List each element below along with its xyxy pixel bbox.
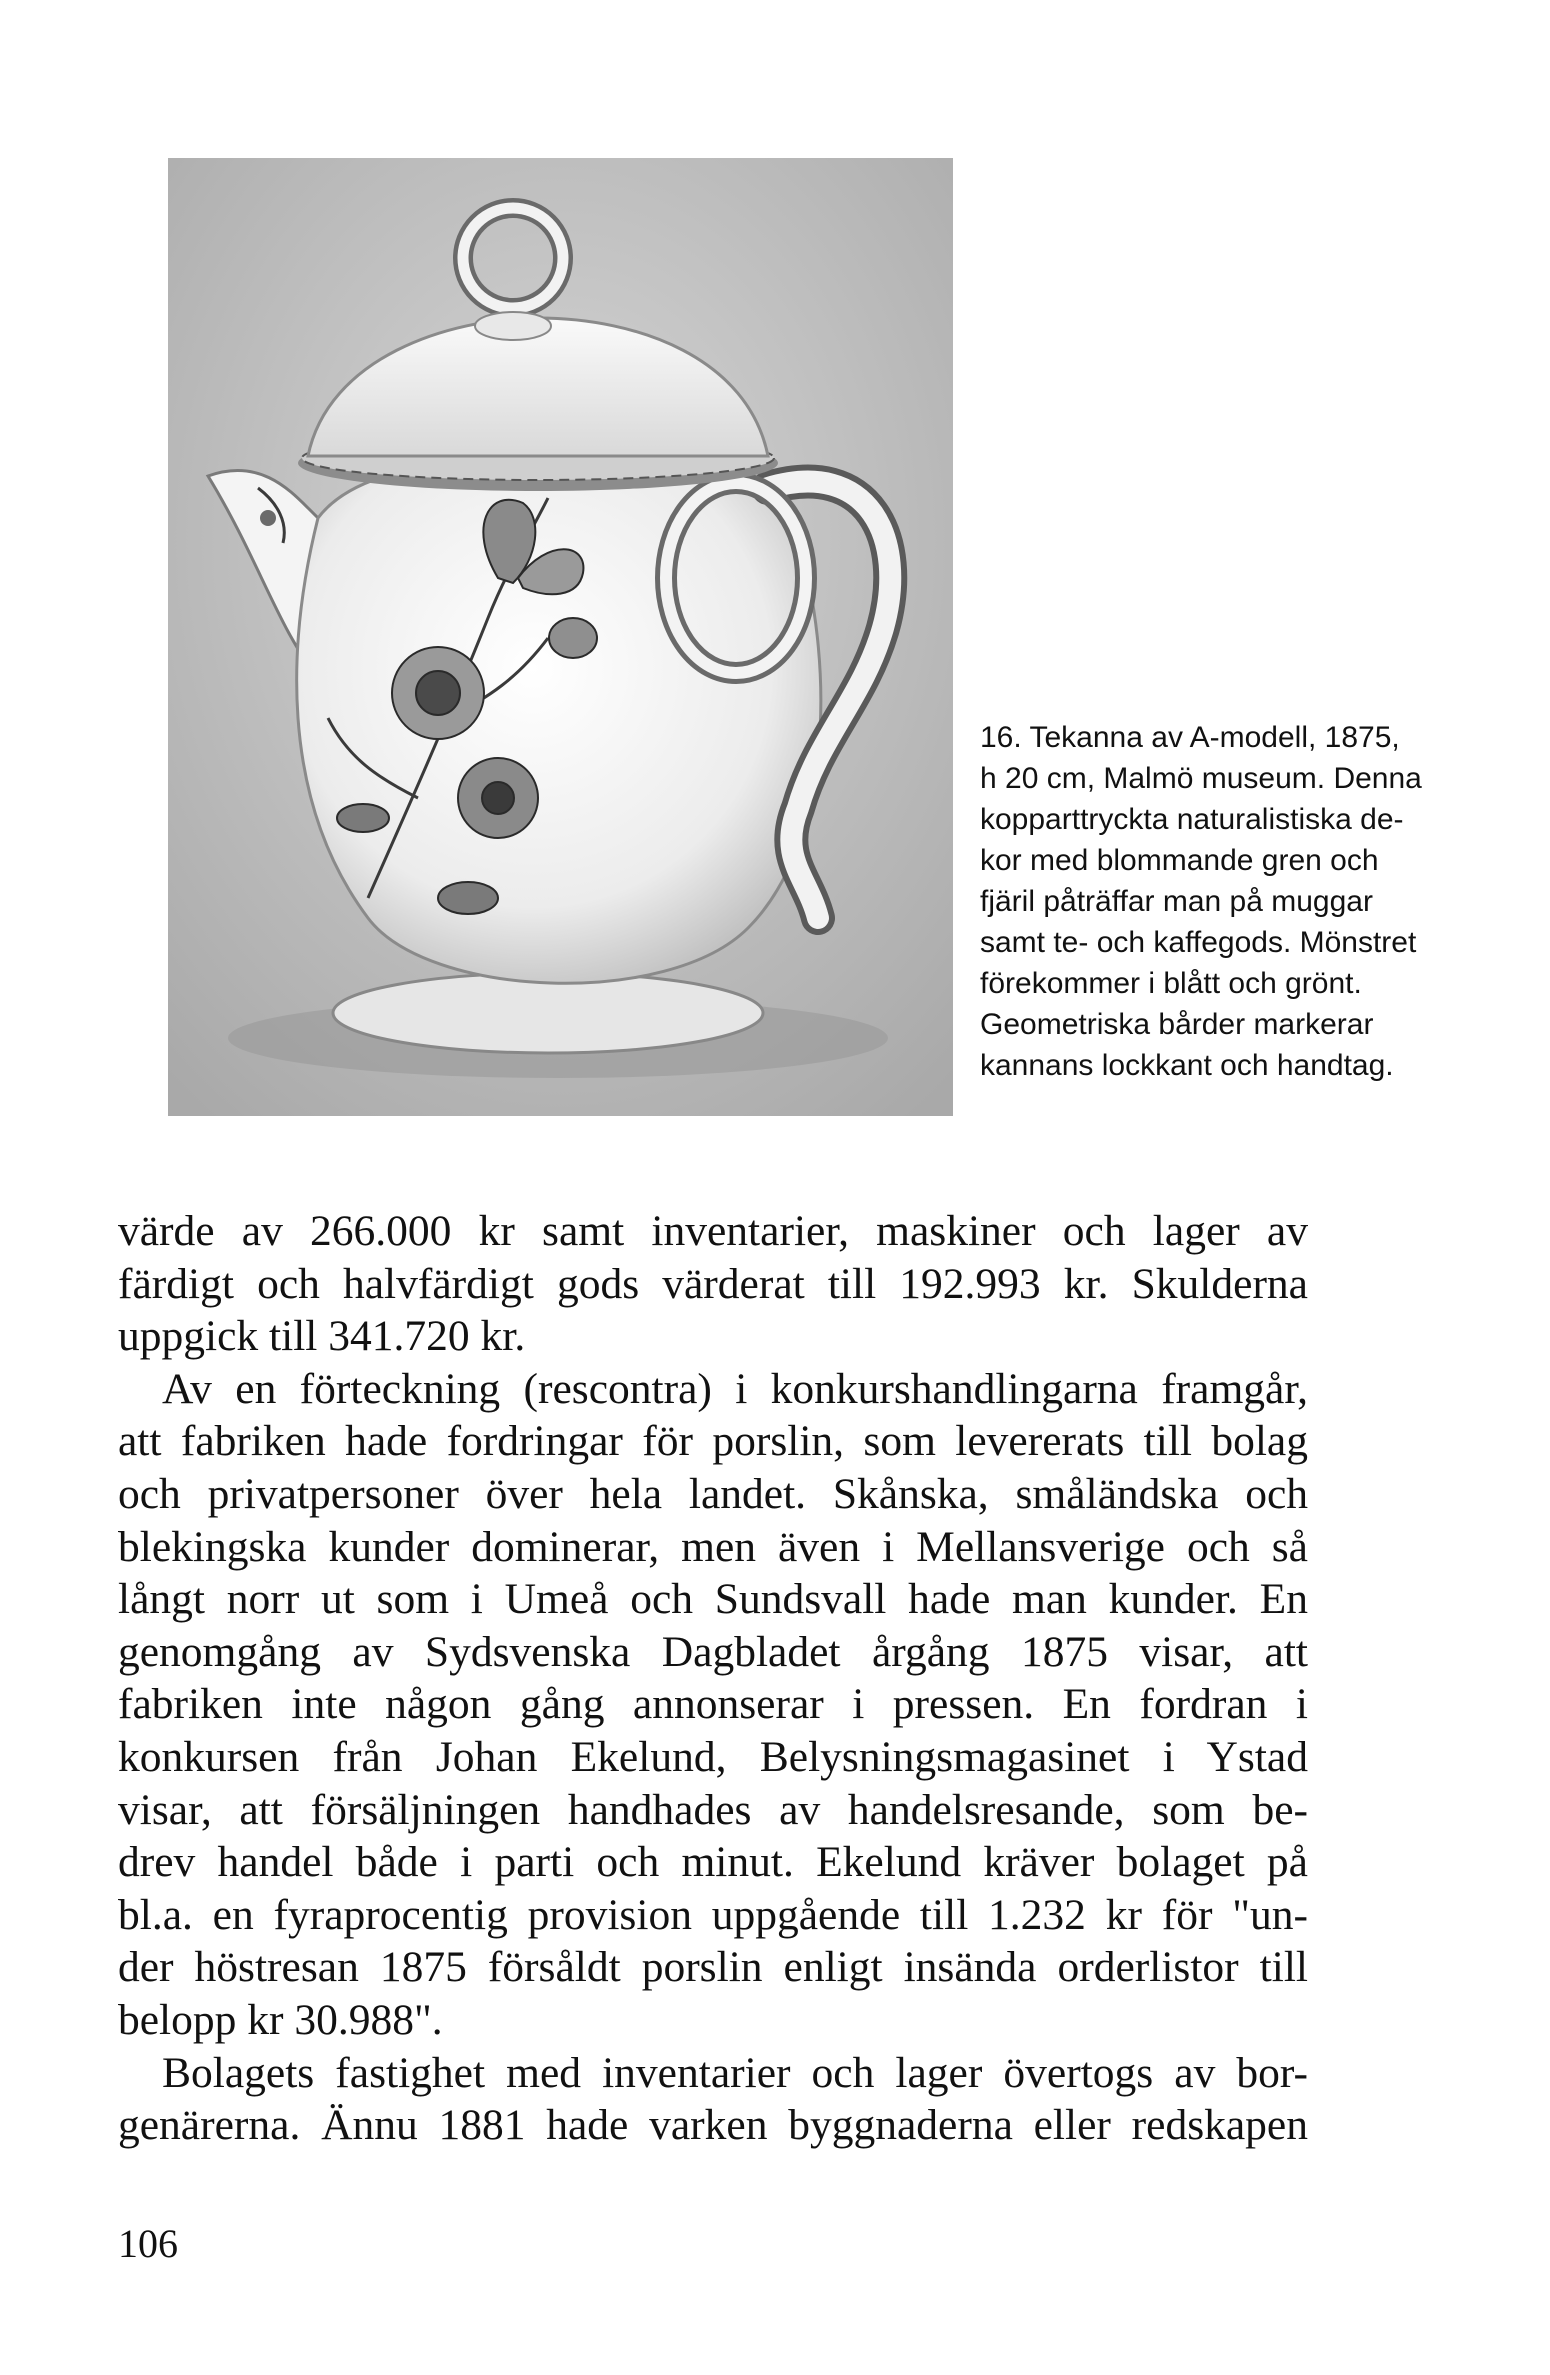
text-line: bl.a. en fyraprocentig provision uppgående till 1.232 kr för "un- xyxy=(118,1890,1308,1939)
text-line: genomgång av Sydsvenska Dagbladet årgång 1875 visar, att xyxy=(118,1627,1308,1676)
text-line: blekingska kunder dominerar, men även i Mellansverige och så xyxy=(118,1522,1308,1571)
text-line: belopp kr 30.988". xyxy=(118,1995,443,2044)
figure-caption xyxy=(980,717,1500,1086)
caption-line: förekommer i blått och grönt. xyxy=(980,967,1362,1000)
text-line: att fabriken hade fordringar för porslin, som levererats till bolag xyxy=(118,1417,1308,1466)
text-line: visar, att försäljningen handhades av handelsresande, som be- xyxy=(118,1785,1308,1834)
text-line: Bolagets fastighet med inventarier och lager övertogs av bor- xyxy=(162,2048,1308,2097)
text-line: och privatpersoner över hela landet. Skånska, småländska och xyxy=(118,1469,1308,1518)
text-line: Av en förteckning (rescontra) i konkurshandlingarna framgår, xyxy=(162,1364,1308,1413)
text-line: drev handel både i parti och minut. Ekelund kräver bolaget på xyxy=(118,1838,1308,1887)
teapot-photo xyxy=(168,158,953,1116)
caption-line: samt te- och kaffegods. Mönstret xyxy=(980,926,1417,959)
text-line: värde av 266.000 kr samt inventarier, maskiner och lager av xyxy=(118,1207,1308,1255)
caption-line: 16. Tekanna av A-modell, 1875, xyxy=(980,721,1400,754)
text-line: genärerna. Ännu 1881 hade varken byggnaderna eller redskapen xyxy=(118,2101,1308,2150)
text-line: färdigt och halvfärdigt gods värderat till 192.993 kr. Skulderna xyxy=(118,1259,1308,1308)
caption-line: kopparttryckta naturalistiska de- xyxy=(980,803,1404,836)
text-line: der höstresan 1875 försåldt porslin enligt insända orderlistor till xyxy=(118,1943,1308,1992)
text-line: uppgick till 341.720 kr. xyxy=(118,1312,526,1361)
caption-line: kannans lockkant och handtag. xyxy=(980,1049,1394,1082)
body-text xyxy=(118,1205,1308,2152)
caption-line: kor med blommande gren och xyxy=(980,844,1379,877)
caption-line: fjäril påträffar man på muggar xyxy=(980,885,1373,918)
caption-line: Geometriska bårder markerar xyxy=(980,1008,1374,1041)
caption-line: h 20 cm, Malmö museum. Denna xyxy=(980,762,1422,795)
text-line: konkursen från Johan Ekelund, Belysningsmagasinet i Ystad xyxy=(118,1732,1308,1781)
text-line: långt norr ut som i Umeå och Sundsvall hade man kunder. En xyxy=(118,1575,1308,1624)
text-line: fabriken inte någon gång annonserar i pressen. En fordran i xyxy=(118,1680,1308,1729)
page-number: 106 xyxy=(118,2221,178,2266)
teapot-illustration xyxy=(168,158,953,1116)
